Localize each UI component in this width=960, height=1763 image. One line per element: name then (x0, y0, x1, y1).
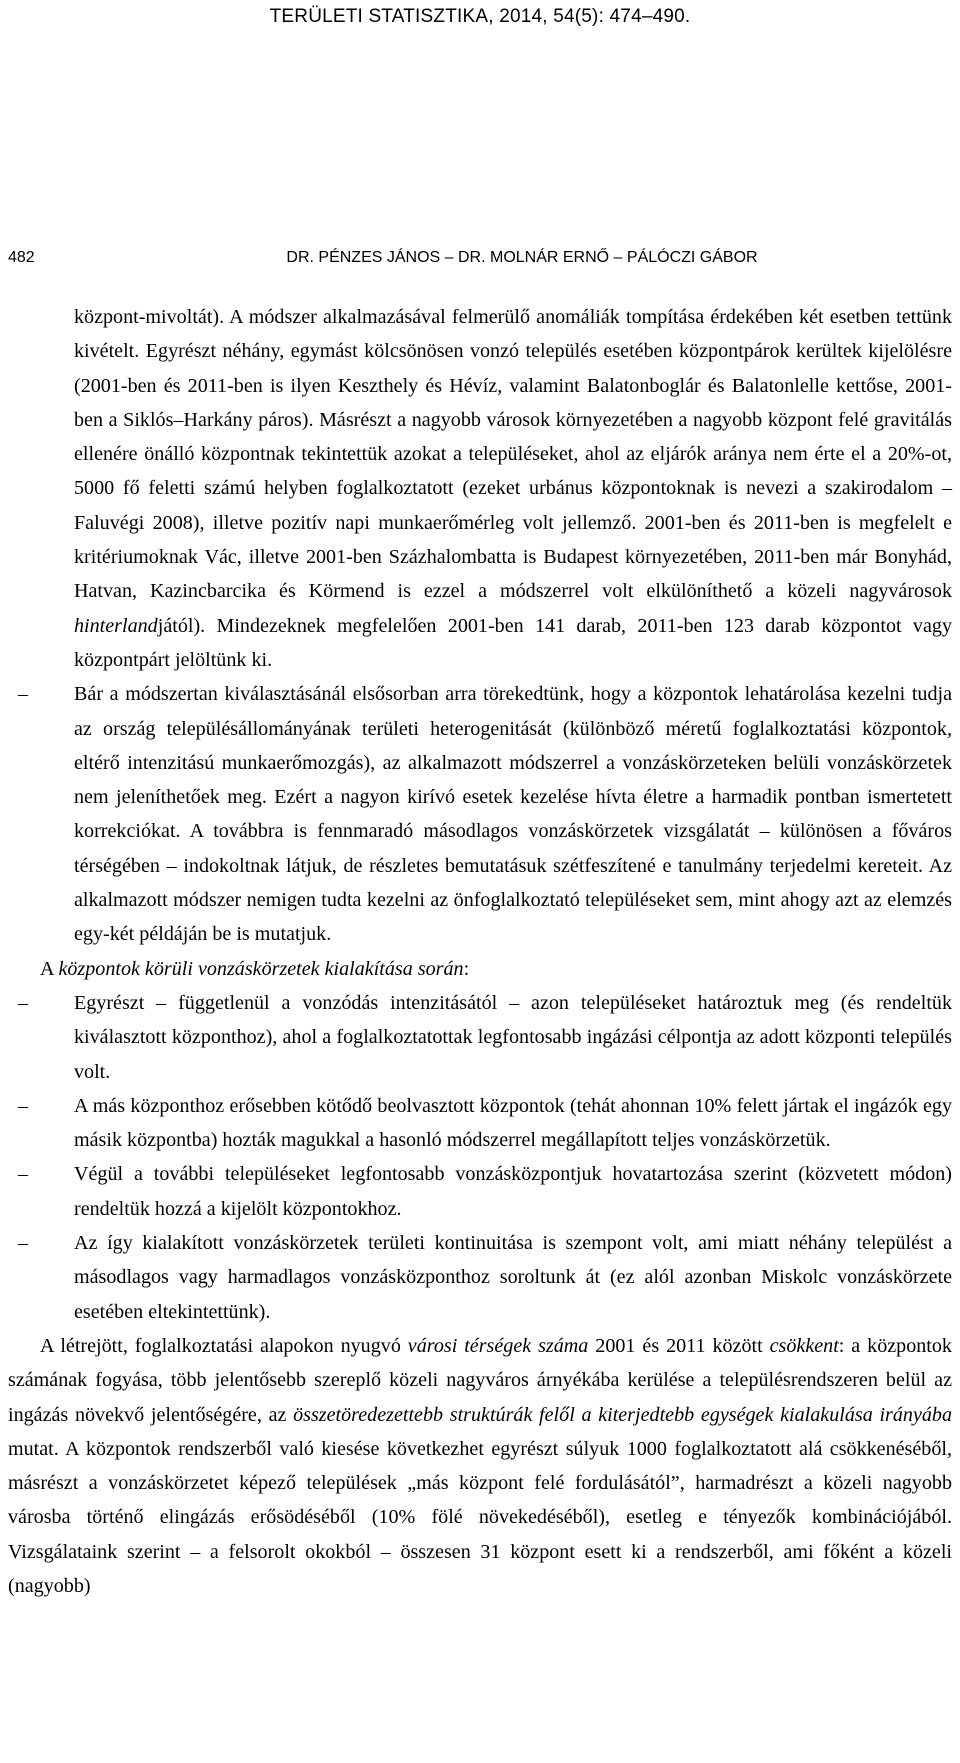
bullet-dash: – (18, 1232, 29, 1255)
paragraph-1: központ-mivoltát). A módszer alkalmazásával felmerülő anomáliák tompítása érdekében két esetben tettünk kivételt. Egyrészt néhány, egymást kölcsönösen vonzó település esetében központpárok kerültek kijelölésre (2001-ben és 2011-ben is ilyen Keszthely és Hévíz, valamint Balatonboglár és Balatonlelle kettőse, 2001-ben a Siklós–Harkány páros). Másrészt a nagyobb városok környezetében a nagyobb központ felé gravitálás ellenére önálló központnak tekintettük azokat a településeket, ahol az eljárók aránya nem érte el a 20%-ot, 5000 fő feletti számú helyben foglalkoztatott (ezeket urbánus központoknak is nevezi a szakirodalom – Faluvégi 2008), illetve pozitív napi munkaerőmérleg volt jellemző. 2001-ben és 2011-ben is megfelelt e kritériumoknak Vác, illetve 2001-ben Százhalombatta is Budapest környezetében, 2011-ben már Bonyhád, Hatvan, Kazincbarcika és Körmend is ezzel a módszerrel volt elkülöníthető a közeli nagyvárosok hinterlandjától). Mindezeknek megfelelően 2001-ben 141 darab, 2011-ben 123 darab központot vagy központpárt jelöltünk ki. (74, 306, 952, 671)
bullet-dash: – (18, 1163, 29, 1186)
author-line: DR. PÉNZES JÁNOS – DR. MOLNÁR ERNŐ – PÁLÓCZI GÁBOR (286, 249, 758, 266)
italic-term: összetöredezettebb struktúrák felől a kiterjedtebb egységek kialakulása irányába (293, 1403, 952, 1426)
bullet-dash: – (18, 683, 29, 706)
italic-section-title: központok körüli vonzáskörzetek kialakítása során (58, 957, 464, 980)
list-item: – Egyrészt – függetlenül a vonzódás intenzitásától – azon településeket határoztuk meg (és rendeltük kiválasztott központhoz), ahol a foglalkoztatottak legfontosabb ingázási célpontja az adott központi település volt. (8, 986, 952, 1089)
journal-citation: TERÜLETI STATISZTIKA, 2014, 54(5): 474–490. (269, 6, 691, 27)
italic-term: csökkent (769, 1334, 839, 1357)
list-item: – Bár a módszertan kiválasztásánál elsősorban arra törekedtünk, hogy a központok lehatárolása kezelni tudja az ország településállományának területi heterogenitását (különböző méretű foglalkoztatási központok, eltérő intenzitású munkaerőmozgás), az alkalmazott módszerrel a vonzáskörzeteken belüli vonzáskörzetek nem jeleníthetőek meg. Ezért a nagyon kirívó esetek kezelése hívta életre a harmadik pontban ismertetett korrekciókat. A továbbra is fennmaradó másodlagos vonzáskörzetek vizsgálatát – különösen a főváros térségében – indokoltnak látjuk, de részletes bemutatásuk szétfeszítené e tanulmány terjedelmi kereteit. Az alkalmazott módszer nemigen tudta kezelni az önfoglalkoztató településeket sem, mint ahogy azt az elemzés egy-két példáján be is mutatjuk. (8, 677, 952, 951)
list-item: – A más központhoz erősebben kötődő beolvasztott központok (tehát ahonnan 10% felett jártak el ingázók egy másik központba) hozták magukkal a hasonló módszerrel megállapított teljes vonzáskörzetük. (8, 1089, 952, 1158)
bullet-dash: – (18, 1094, 29, 1117)
paragraph-2: A létrejött, foglalkoztatási alapokon nyugvó városi térségek száma 2001 és 2011 között csökkent: a központok számának fogyása, több jelentősebb szereplő közeli nagyváros árnyékába kerülése a településrendszeren belül az ingázás növekvő jelentőségére, az összetöredezettebb struktúrák felől a kiterjedtebb egységek kialakulása irányába mutat. A központok rendszerből való kiesése következhet egyrészt súlyuk 1000 foglalkoztatott alá csökkenéséből, másrészt a vonzáskörzetet képező települések „más központ felé fordulásától”, harmadrészt a közeli nagyobb városba történő elingázás erősödéséből (10% fölé növekedéséből), esetleg e tényezők kombinációjából. Vizsgálataink szerint – a felsorolt okokból – összesen 31 központ esett ki a rendszerből, ami főként a közeli (nagyobb) (8, 1334, 952, 1597)
page-number: 482 (8, 249, 35, 266)
article-body (8, 300, 952, 1603)
italic-term: hinterland (74, 614, 158, 637)
bullet-dash: – (18, 991, 29, 1014)
section-lead: A központok körüli vonzáskörzetek kialakítása során: (40, 957, 470, 980)
italic-term: városi térségek száma (407, 1334, 589, 1357)
list-item: – Az így kialakított vonzáskörzetek területi kontinuitása is szempont volt, ami miatt néhány települést a másodlagos vagy harmadlagos vonzásközponthoz soroltunk át (ez alól azonban Miskolc vonzáskörzete esetében eltekintettünk). (8, 1226, 952, 1329)
list-item: – Végül a további településeket legfontosabb vonzásközpontjuk hovatartozása szerint (közvetett módon) rendeltük hozzá a kijelölt központokhoz. (8, 1157, 952, 1226)
